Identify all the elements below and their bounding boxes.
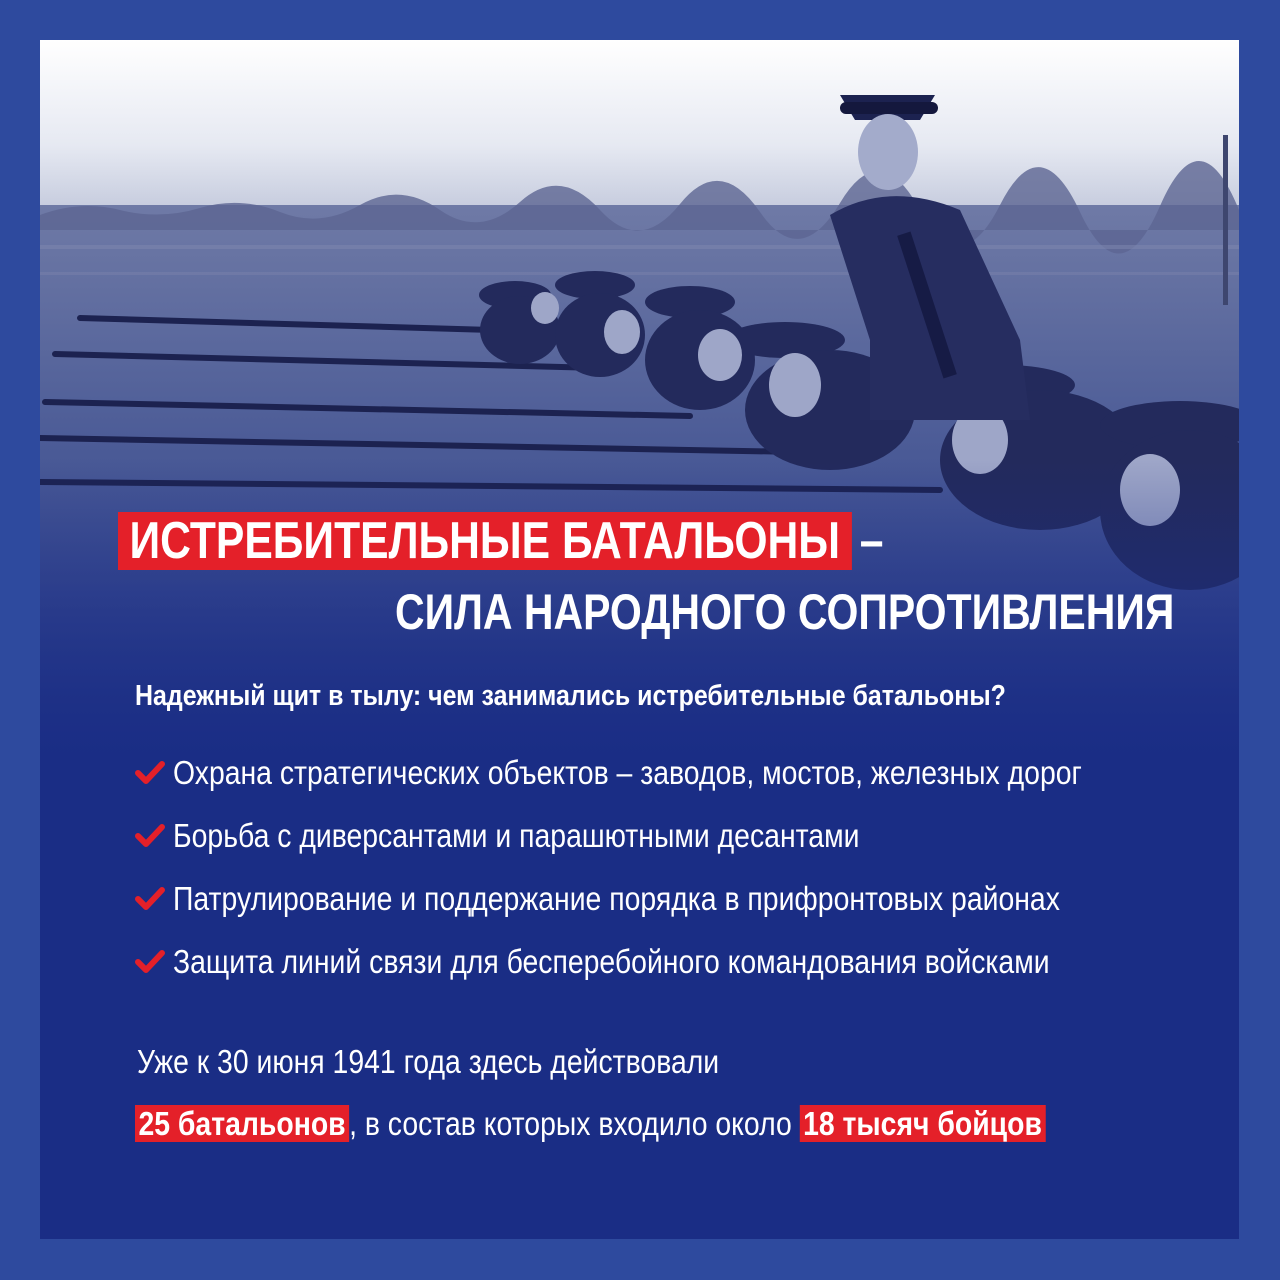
photo-illustration	[40, 40, 1239, 760]
title-highlight: ИСТРЕБИТЕЛЬНЫЕ БАТАЛЬОНЫ	[118, 512, 852, 570]
fact-line-1: Уже к 30 июня 1941 года здесь действовали	[137, 1043, 720, 1080]
battalions-count-highlight: 25 батальонов	[135, 1105, 349, 1142]
poster	[40, 40, 1239, 1239]
check-icon	[135, 949, 165, 975]
fighters-count-highlight: 18 тысяч бойцов	[800, 1105, 1046, 1142]
title-line-2: СИЛА НАРОДНОГО СОПРОТИВЛЕНИЯ	[395, 584, 1175, 640]
check-icon	[135, 760, 165, 786]
check-icon	[135, 823, 165, 849]
title-dash: –	[859, 512, 884, 570]
bullet-text: Охрана стратегических объектов – заводов, мостов, железных дорог	[173, 754, 1082, 791]
bullet-text: Защита линий связи для бесперебойного командования войсками	[173, 943, 1050, 980]
fact-line-2	[135, 1102, 1045, 1146]
bullet-text: Борьба с диверсантами и парашютными десантами	[173, 817, 860, 854]
title-line-1	[118, 510, 883, 572]
subtitle: Надежный щит в тылу: чем занимались истребительные батальоны?	[135, 680, 1006, 712]
bullet-text: Патрулирование и поддержание порядка в прифронтовых районах	[173, 880, 1060, 917]
fact-middle-text: , в состав которых входило около	[349, 1105, 800, 1142]
historical-photo	[40, 40, 1239, 760]
check-icon	[135, 886, 165, 912]
